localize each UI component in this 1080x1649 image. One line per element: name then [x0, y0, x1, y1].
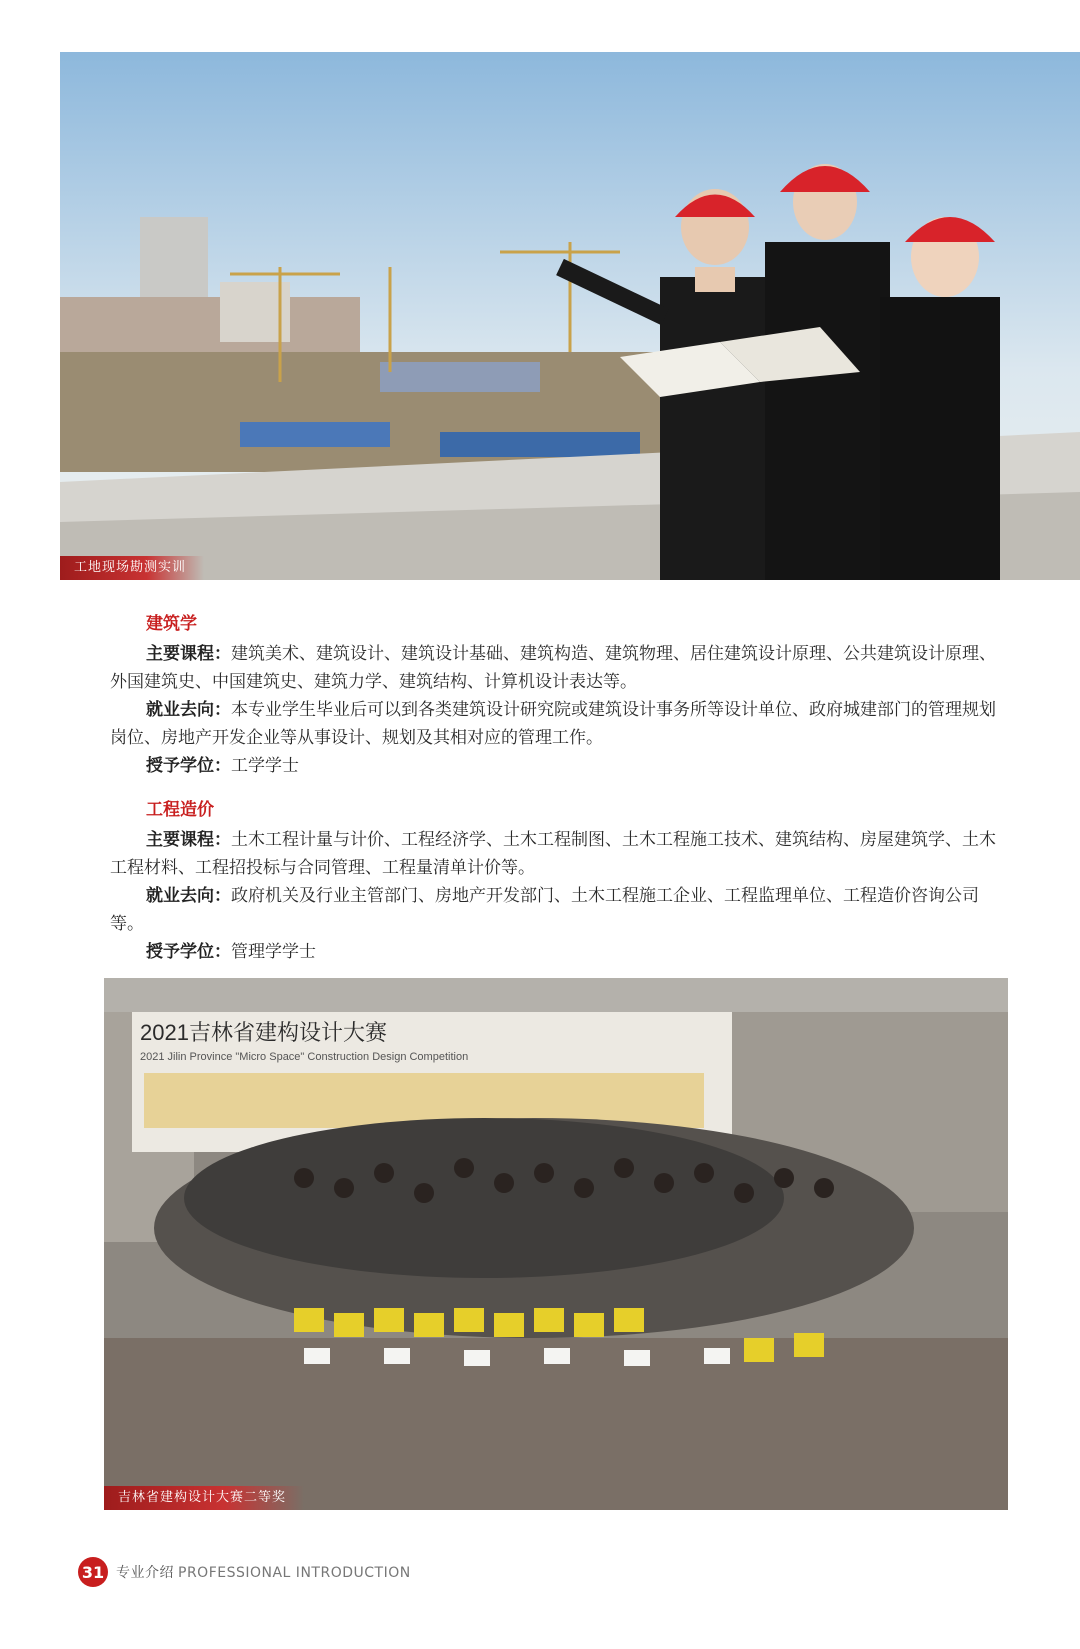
footer-label [116, 1562, 411, 1582]
career-paragraph [110, 882, 1010, 938]
competition-group-photo [104, 978, 1008, 1510]
courses-text: 土木工程计量与计价、工程经济学、土木工程制图、土木工程施工技术、建筑结构、房屋建筑学、土木工程材料、工程招投标与合同管理、工程量清单计价等。 [110, 830, 996, 878]
footer-label-en: PROFESSIONAL INTRODUCTION [178, 1565, 411, 1581]
degree-line [146, 752, 1010, 780]
courses-paragraph [110, 826, 1010, 882]
courses-label: 主要课程： [146, 644, 231, 664]
degree-text: 管理学学士 [231, 942, 316, 962]
site-survey-illustration [60, 52, 1080, 580]
photo-caption: 工地现场勘测实训 [60, 556, 204, 580]
footer-label-cn: 专业介绍 [116, 1565, 174, 1581]
degree-label: 授予学位： [146, 942, 231, 962]
degree-label: 授予学位： [146, 756, 231, 776]
site-survey-photo [60, 52, 1080, 580]
courses-paragraph [110, 640, 1010, 696]
section-title: 建筑学 [146, 614, 197, 634]
photo-caption: 吉林省建构设计大赛二等奖 [104, 1486, 304, 1510]
career-text: 政府机关及行业主管部门、房地产开发部门、土木工程施工企业、工程监理单位、工程造价咨询公司等。 [110, 886, 979, 934]
career-label: 就业去向： [146, 700, 231, 720]
section-title: 工程造价 [146, 800, 214, 820]
page-number: 31 [78, 1557, 108, 1587]
career-text: 本专业学生毕业后可以到各类建筑设计研究院或建筑设计事务所等设计单位、政府城建部门的管理规划岗位、房地产开发企业等从事设计、规划及其相对应的管理工作。 [110, 700, 996, 748]
group-photo-illustration [104, 978, 1008, 1510]
architecture-section [110, 610, 1010, 780]
banner-title: 2021吉林省建构设计大赛 [140, 1020, 387, 1045]
courses-label: 主要课程： [146, 830, 231, 850]
degree-text: 工学学士 [231, 756, 299, 776]
page-footer [78, 1556, 411, 1588]
courses-text: 建筑美术、建筑设计、建筑设计基础、建筑构造、建筑物理、居住建筑设计原理、公共建筑设计原理、外国建筑史、中国建筑史、建筑力学、建筑结构、计算机设计表达等。 [110, 644, 996, 692]
career-paragraph [110, 696, 1010, 752]
cost-engineering-section [110, 796, 1010, 966]
career-label: 就业去向： [146, 886, 231, 906]
degree-line [146, 938, 1010, 966]
banner-subtitle: 2021 Jilin Province "Micro Space" Construction Design Competition [140, 1051, 469, 1063]
